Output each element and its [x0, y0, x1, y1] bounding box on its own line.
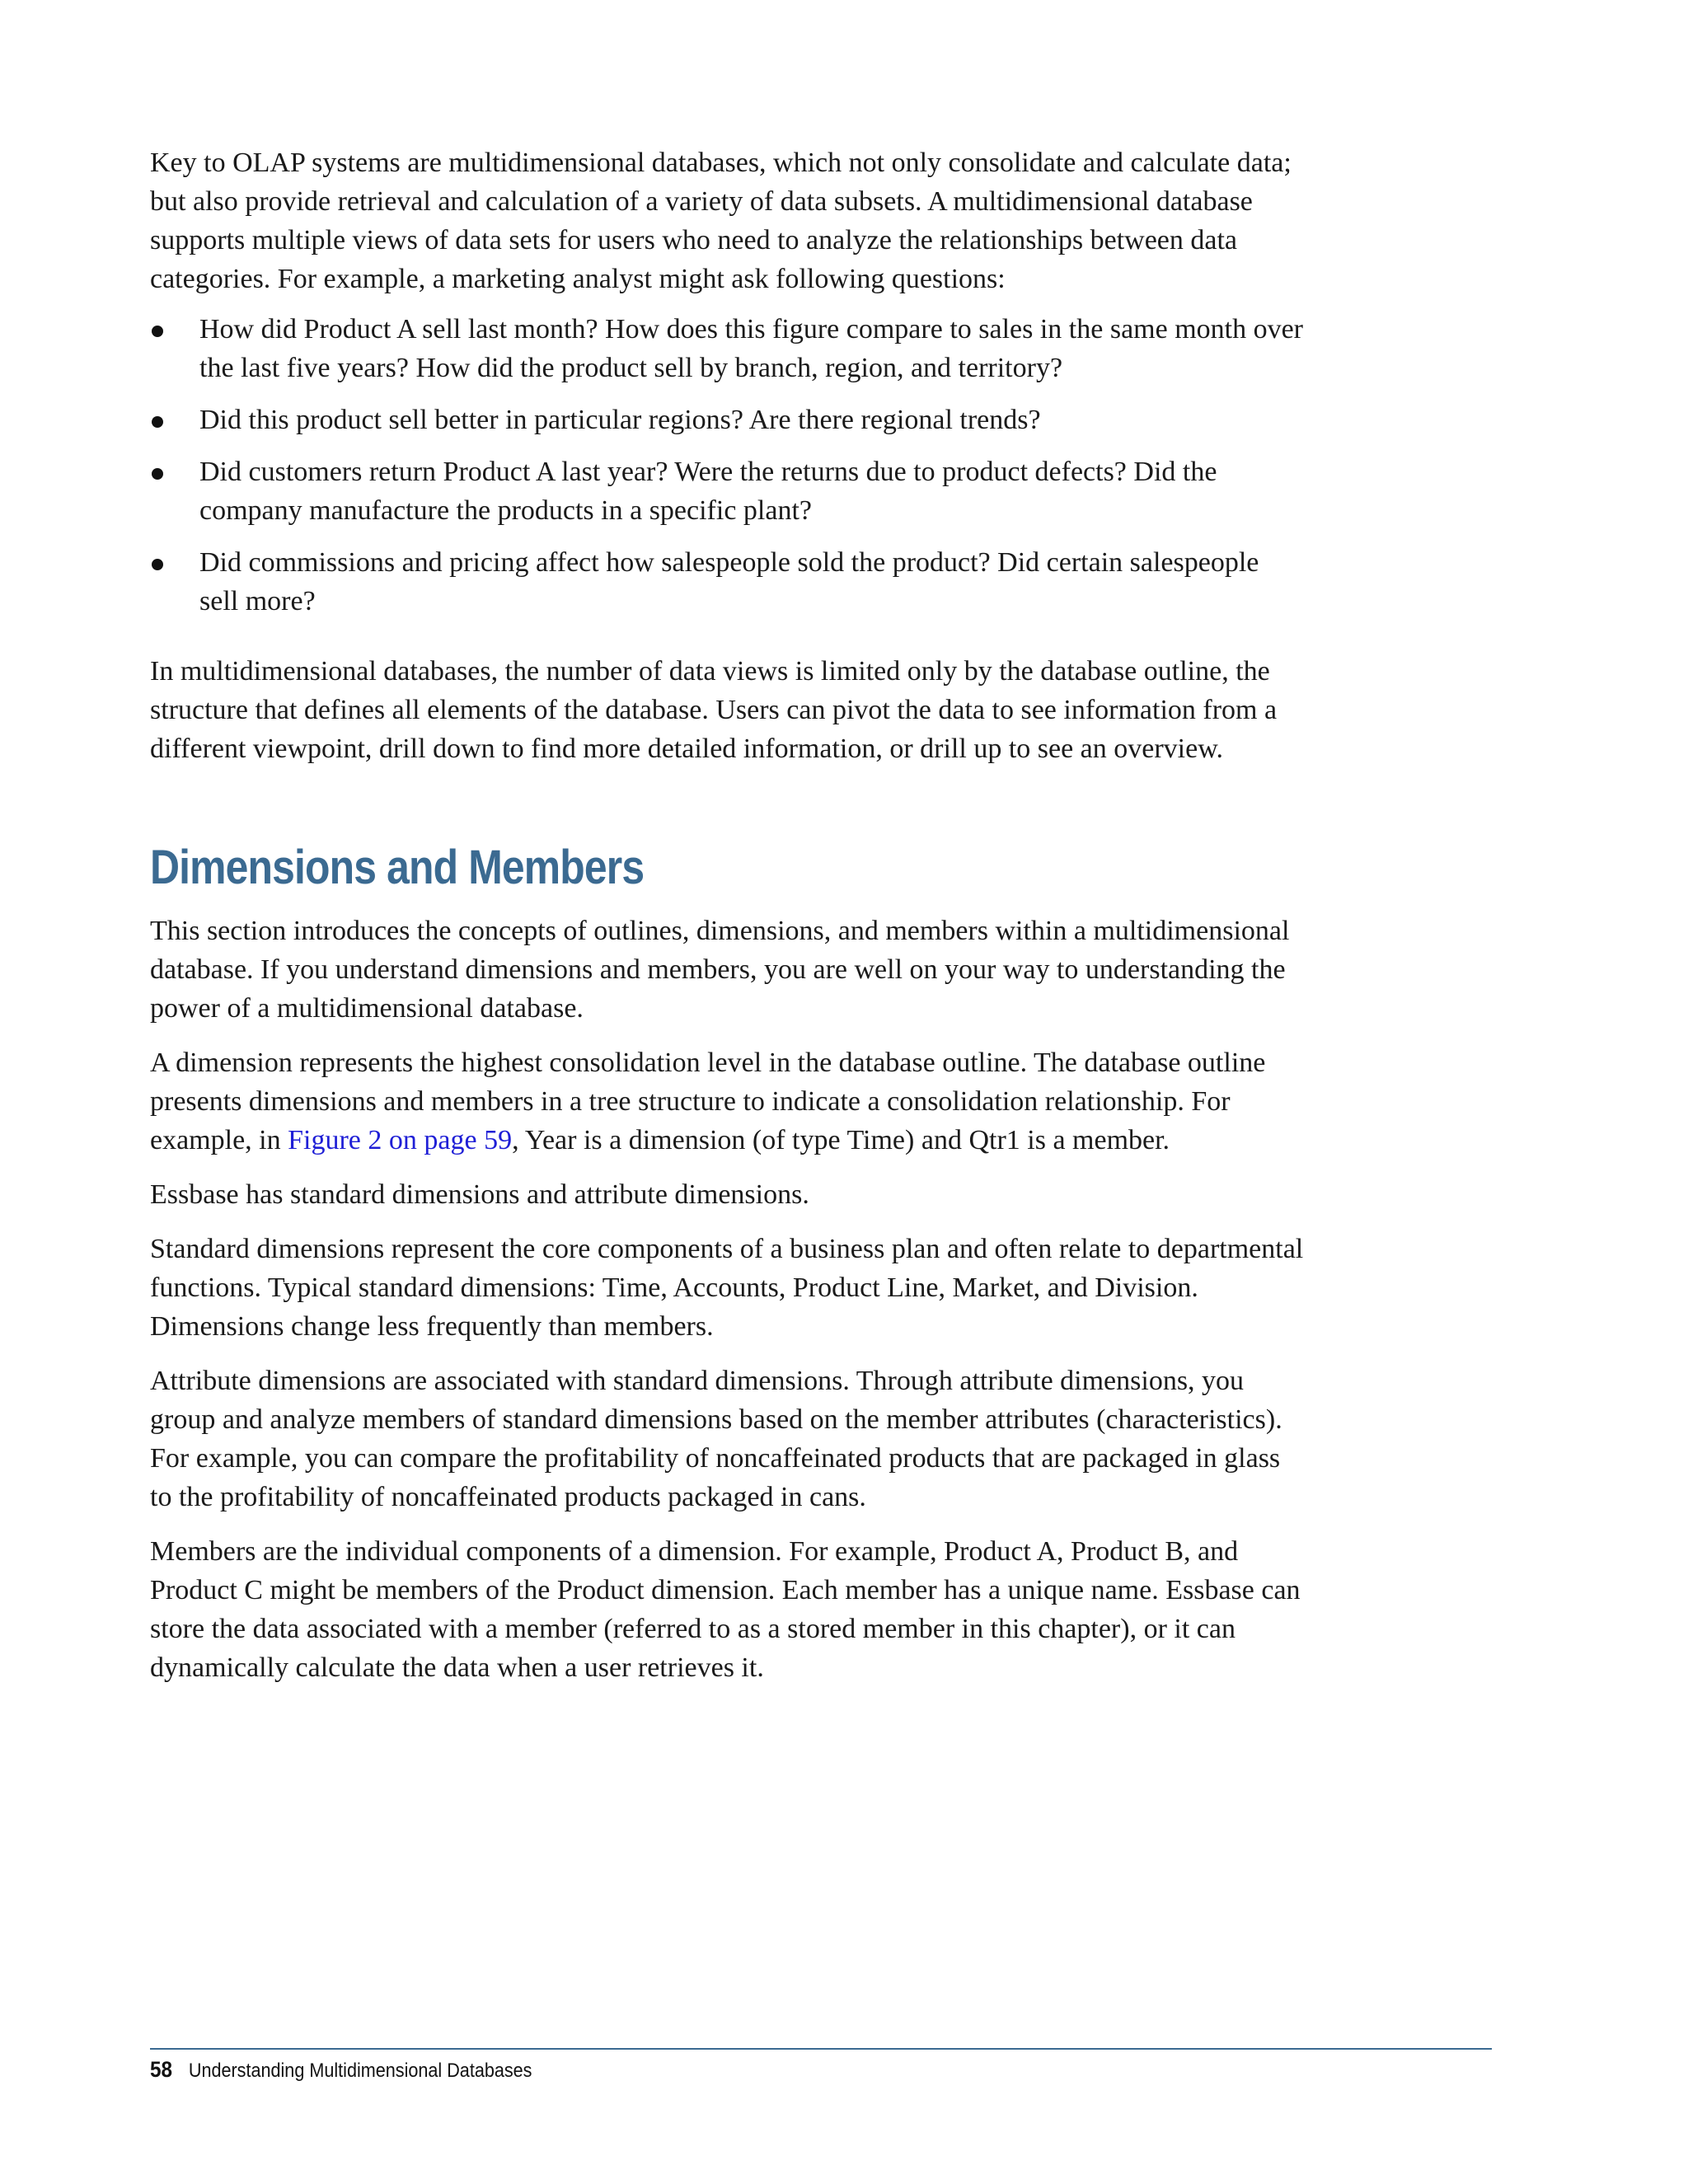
question-list — [150, 310, 1304, 621]
footer-divider — [150, 2048, 1492, 2050]
page-number: 58 — [150, 2057, 173, 2082]
section-paragraph-dimension — [150, 1043, 1304, 1160]
bullet-icon — [152, 326, 163, 337]
chapter-title: Understanding Multidimensional Databases — [188, 2060, 532, 2082]
list-item — [150, 401, 1304, 439]
dimension-text-after: , Year is a dimension (of type Time) and Qtr1 is a member. — [512, 1125, 1170, 1155]
page-content — [150, 143, 1304, 1703]
section-paragraph-members: Members are the individual components of a dimension. For example, Product A, Product B, and Product C might be members of the Product dimension. Each member has a unique name. Essbase can store the data associated with a member (referred to as a stored member in this chapter), or it can dynamically calculate the data when a user retrieves it. — [150, 1536, 1301, 1683]
bullet-icon — [152, 559, 163, 570]
bullet-icon — [152, 468, 163, 480]
bullet-icon — [152, 416, 163, 428]
section-paragraph-attribute: Attribute dimensions are associated with standard dimensions. Through attribute dimensions, you group and analyze members of standard dimensions based on the member attributes (characteristics). For example, you can compare the profitability of noncaffeinated products that are packaged in glass to the profitability of noncaffeinated products packaged in cans. — [150, 1366, 1282, 1512]
section-body — [150, 912, 1304, 1687]
list-item-text: Did customers return Product A last year? Were the returns due to product defects? Did the company manufacture the products in a specific plant? — [199, 457, 1217, 526]
list-item-text: Did this product sell better in particular regions? Are there regional trends? — [199, 405, 1041, 435]
list-item — [150, 452, 1304, 530]
list-item — [150, 543, 1304, 621]
page-footer — [150, 2057, 532, 2083]
intro-paragraph: Key to OLAP systems are multidimensional databases, which not only consolidate and calculate data; but also provide retrieval and calculation of a variety of data subsets. A multidimensional database supports multiple views of data sets for users who need to analyze the relationships between data categories. For example, a marketing analyst might ask following questions: — [150, 148, 1292, 294]
list-item-text: Did commissions and pricing affect how salespeople sold the product? Did certain salespeople sell more? — [199, 547, 1259, 616]
intro-closing-paragraph: In multidimensional databases, the number of data views is limited only by the database outline, the structure that defines all elements of the database. Users can pivot the data to see information from a different viewpoint, drill down to find more detailed information, or drill up to see an overview. — [150, 656, 1278, 764]
section-heading: Dimensions and Members — [150, 841, 645, 894]
section-paragraph-intro: This section introduces the concepts of outlines, dimensions, and members within a multidimensional database. If you understand dimensions and members, you are well on your way to understanding the power of a multidimensional database. — [150, 916, 1290, 1024]
figure-reference-link[interactable]: Figure 2 on page 59 — [288, 1125, 513, 1155]
list-item-text: How did Product A sell last month? How does this figure compare to sales in the same month over the last five years? How did the product sell by branch, region, and territory? — [199, 314, 1303, 383]
list-item — [150, 310, 1304, 387]
section-paragraph-essbase: Essbase has standard dimensions and attribute dimensions. — [150, 1179, 809, 1210]
section-paragraph-standard: Standard dimensions represent the core components of a business plan and often relate to departmental functions. Typical standard dimensions: Time, Accounts, Product Line, Market, and Division. Dimensions change less frequently than members. — [150, 1234, 1304, 1342]
dimension-text-before: A dimension represents the highest consolidation level in the database outline. The database outline presents dimensions and members in a tree structure to indicate a consolidation relationship. For example, in — [150, 1047, 1266, 1155]
